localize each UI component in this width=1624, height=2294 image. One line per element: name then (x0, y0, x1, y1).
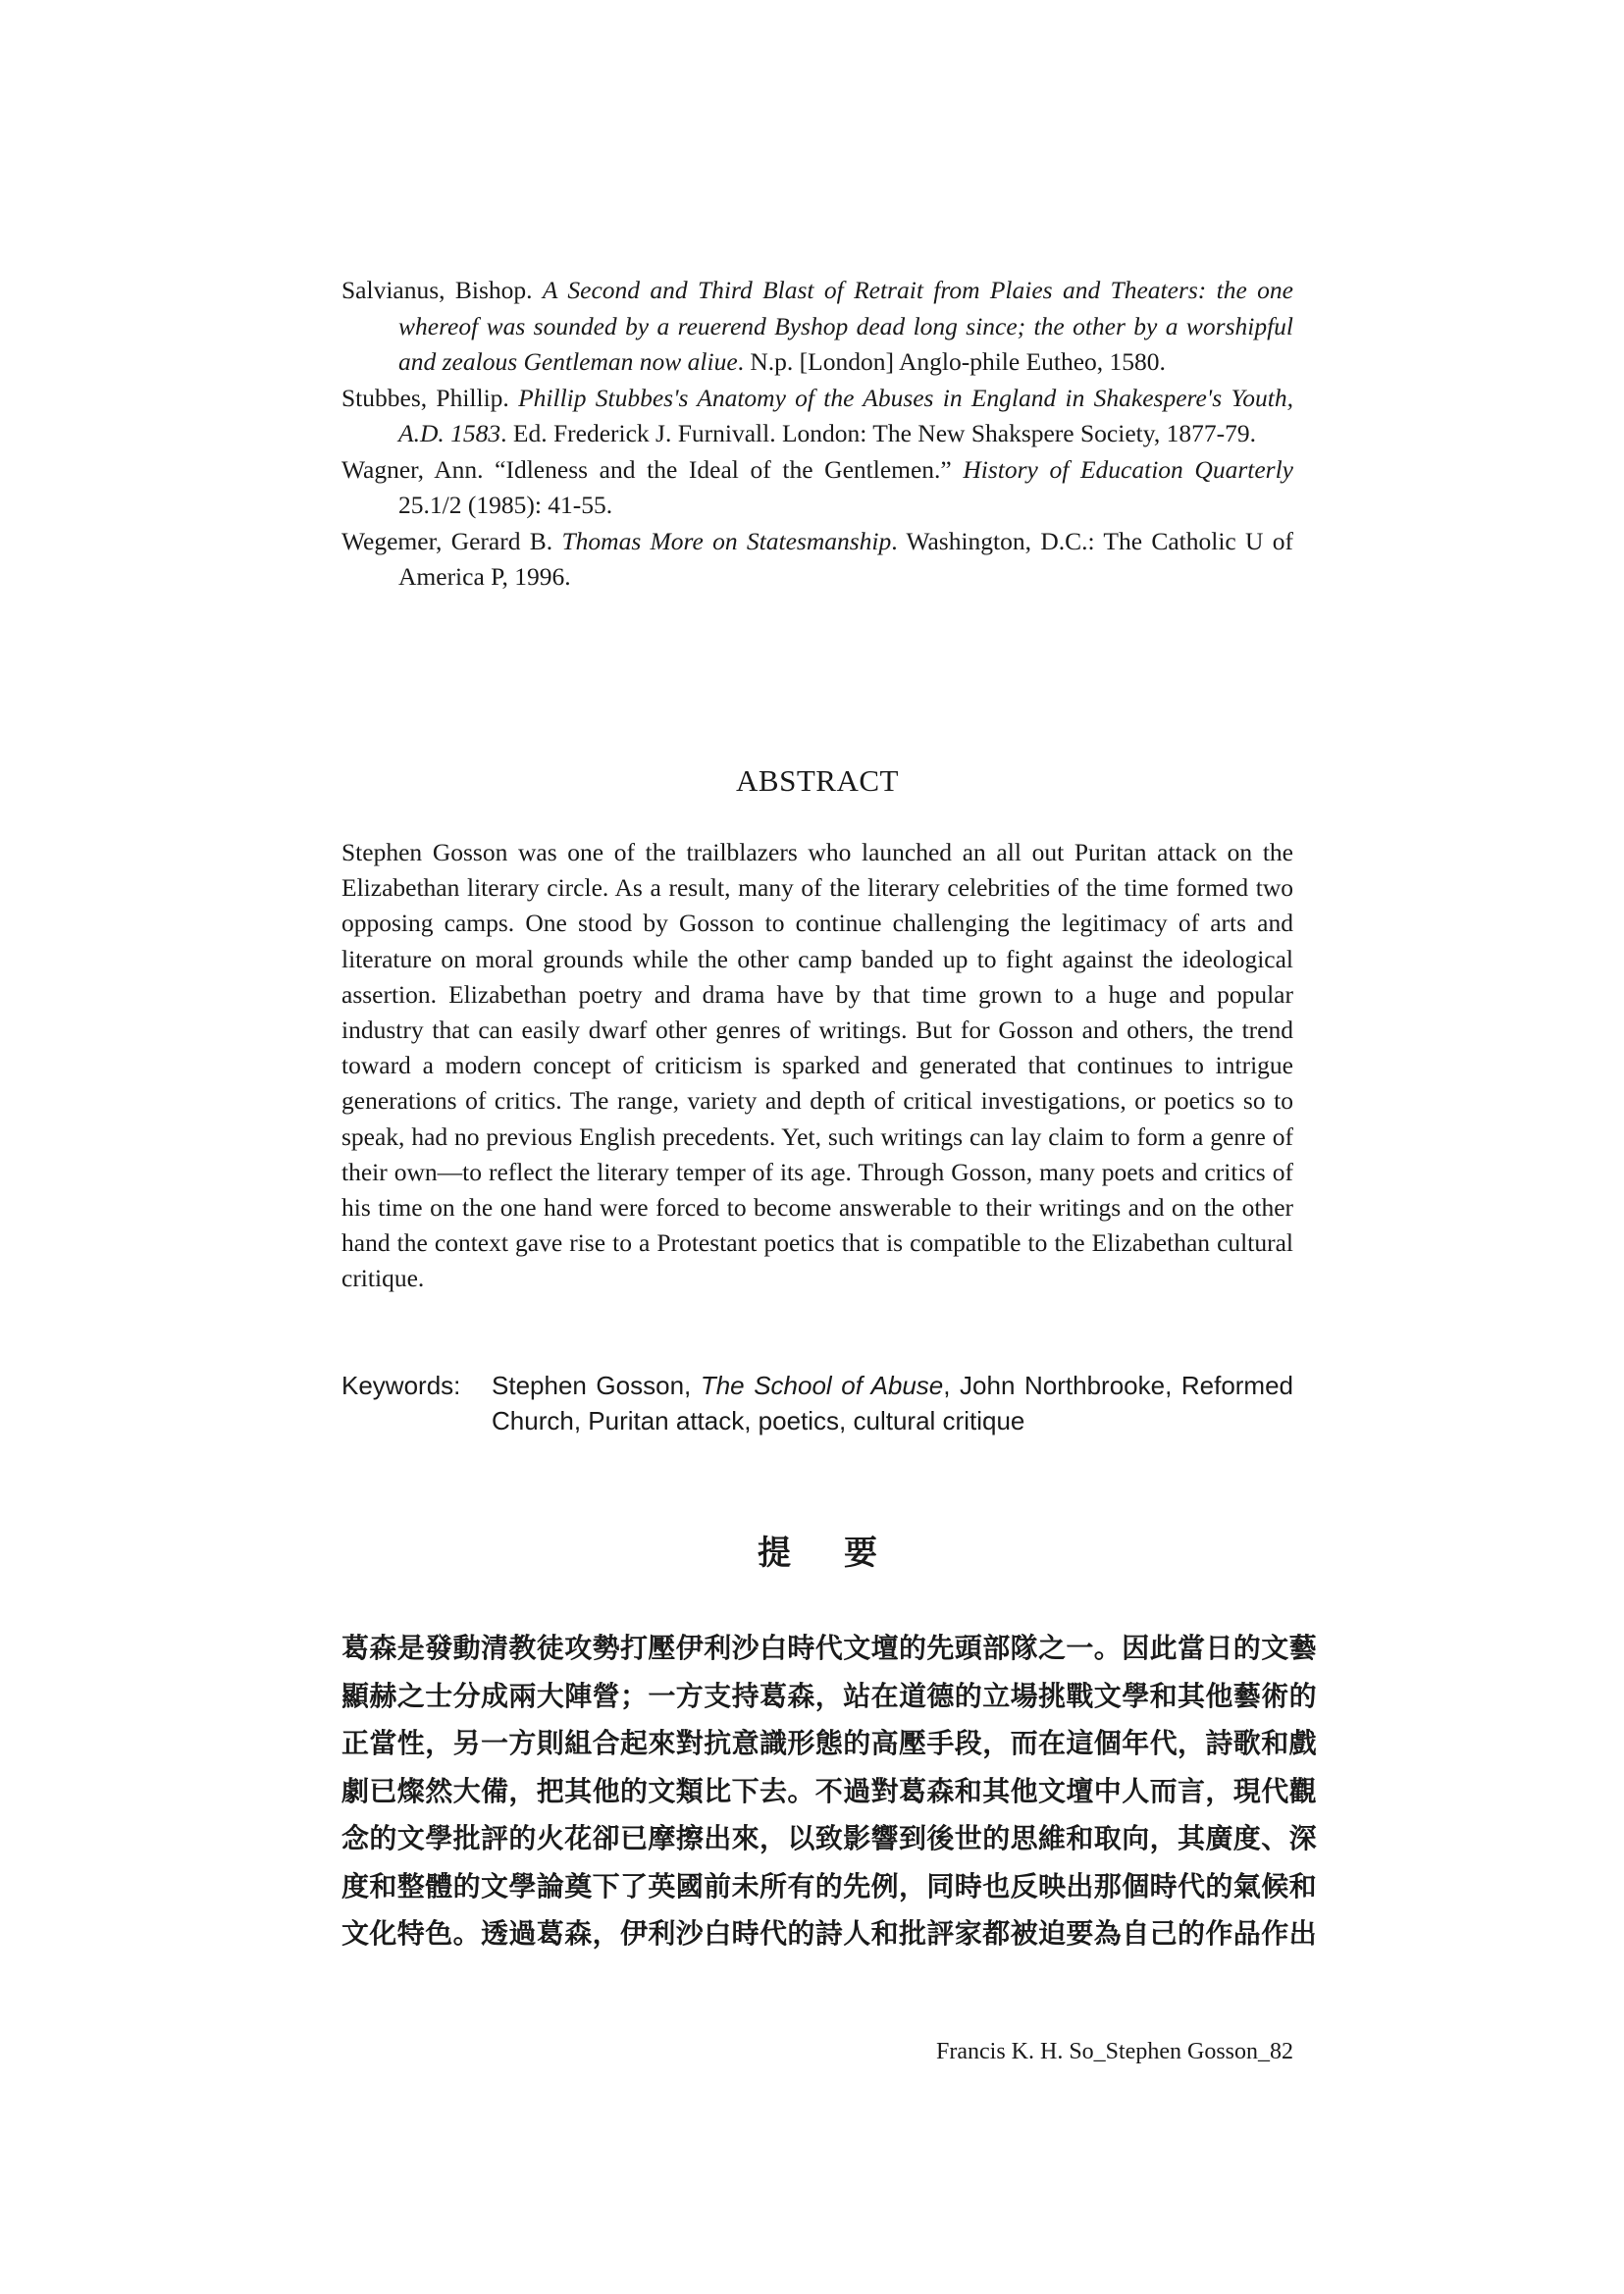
keywords-text: , John Northbrooke, Reformed Church, Puritan attack, poetics, cultural critique (492, 1371, 1294, 1435)
chinese-abstract-line: 正當性，另一方則組合起來對抗意識形態的高壓手段，而在這個年代，詩歌和戲 (341, 1727, 1318, 1759)
entry-publication: 25.1/2 (1985): 41-55. (398, 491, 613, 519)
entry-publication: . Washington, D.C.: The Catholic U of America P, 1996. (398, 526, 1293, 591)
entry-title: History of Education Quarterly (963, 454, 1293, 484)
bibliography-entry (341, 452, 1293, 524)
page-footer: Francis K. H. So_Stephen Gosson_82 (936, 2039, 1293, 2064)
chinese-abstract-line: 顯赫之士分成兩大陣營；一方支持葛森，站在道德的立場挑戰文學和其他藝術的 (341, 1679, 1318, 1712)
bibliography-entry (341, 524, 1293, 596)
chinese-abstract-line: 劇已燦然大備，把其他的文類比下去。不過對葛森和其他文壇中人而言，現代觀 (341, 1774, 1318, 1807)
abstract-body: Stephen Gosson was one of the trailblazers who launched an all out Puritan attack on the Elizabethan literary circle. As a result, many of the literary celebrities of the time formed two opposing camps. One stood by Gosson to continue challenging the legitimacy of arts and literature on moral grounds while the other camp banded up to fight against the ideological assertion. Elizabethan poetry and drama have by that time grown to a huge and popular industry that can easily dwarf other genres of writings. But for Gosson and others, the trend toward a modern concept of criticism is sparked and generated that continues to intrigue generations of critics. The range, variety and depth of critical investigations, or poetics so to speak, had no previous English precedents. Yet, such writings can lay claim to form a genre of their own—to reflect the literary temper of its age. Through Gosson, many poets and critics of his time on the one hand were forced to become answerable to their writings and on the other hand the context gave rise to a Protestant poetics that is compatible to the Elizabethan cultural critique. (341, 838, 1293, 1293)
chinese-abstract-heading: 提要 (758, 1534, 930, 1573)
chinese-abstract-body (341, 1625, 1318, 1958)
keywords-list (492, 1368, 1293, 1438)
chinese-abstract-line: 度和整體的文學論奠下了英國前未所有的先例，同時也反映出那個時代的氣候和 (341, 1869, 1318, 1903)
entry-title: A Second and Third Blast of Retrait from Plaies and Theaters: the one whereof was sounded by a reuerend Byshop dead long since; the other by a worshipful and zealous Gentleman now aliue (398, 276, 1293, 376)
bibliography (341, 273, 1293, 596)
entry-publication: . N.p. [London] Anglo-phile Eutheo, 1580. (737, 347, 1166, 376)
entry-title: Thomas More on Statesmanship (561, 526, 892, 555)
bibliography-entry (341, 273, 1293, 381)
keywords-italic-title: The School of Abuse (700, 1371, 944, 1400)
entry-author: Stubbes, Phillip. (341, 383, 519, 412)
chinese-abstract-line: 葛森是發動清教徒攻勢打壓伊利沙白時代文壇的先頭部隊之一。因此當日的文藝 (341, 1632, 1318, 1664)
chinese-abstract-line: 文化特色。透過葛森，伊利沙白時代的詩人和批評家都被迫要為自己的作品作出 (341, 1917, 1318, 1950)
keywords-label: Keywords: (341, 1371, 461, 1400)
bibliography-entry (341, 381, 1293, 452)
entry-author: Wagner, Ann. “Idleness and the Ideal of the Gentlemen.” (341, 454, 964, 484)
chinese-abstract-line: 念的文學批評的火花卻已摩擦出來，以致影響到後世的思維和取向，其廣度、深 (341, 1822, 1318, 1854)
entry-author: Wegemer, Gerard B. (341, 526, 562, 555)
entry-title: Phillip Stubbes's Anatomy of the Abuses in England in Shakespere's Youth, A.D. 1583 (398, 383, 1294, 447)
abstract-heading: ABSTRACT (736, 763, 899, 798)
keywords-text: Stephen Gosson, (492, 1371, 701, 1400)
keywords (341, 1368, 1293, 1438)
entry-publication: . Ed. Frederick J. Furnivall. London: The New Shakspere Society, 1877-79. (500, 419, 1256, 447)
entry-author: Salvianus, Bishop. (341, 276, 543, 304)
